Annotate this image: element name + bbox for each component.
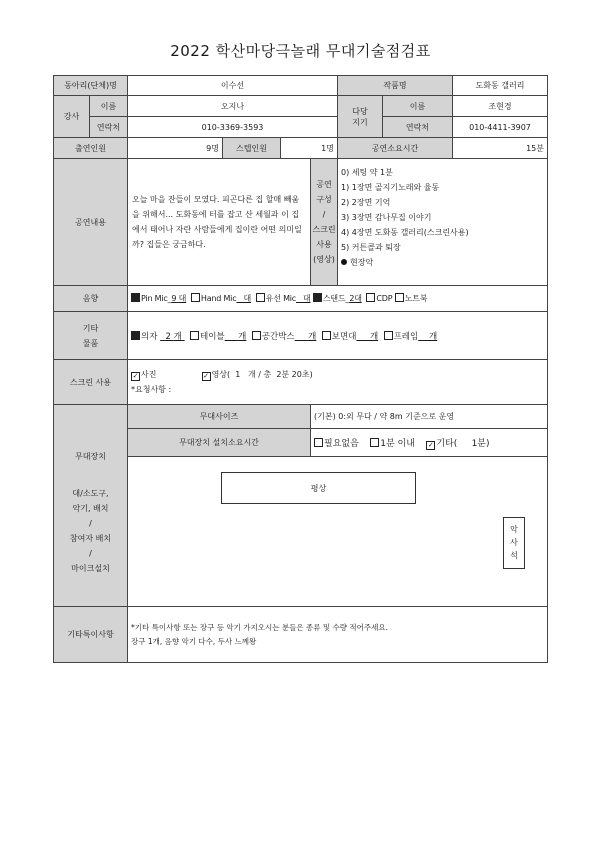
pin-mic-checkbox[interactable] xyxy=(131,293,140,302)
manager-contact: 010-4411-3907 xyxy=(453,117,548,138)
stage-sub-label: 마이크설치 xyxy=(71,564,110,573)
manager-label-line2: 지기 xyxy=(352,117,368,127)
structure-item: 3) 3장면 감나무집 이야기 xyxy=(341,213,432,222)
cast-row xyxy=(54,138,548,159)
notes-line2: 장구 1개, 음향 악기 다수, 두사 느꼐왕 xyxy=(131,636,257,646)
screen-request: *요청사항 : xyxy=(131,385,172,394)
stand-count: 2대 xyxy=(349,294,362,303)
stage-label-cell xyxy=(54,405,128,607)
stage-diagram-row xyxy=(54,457,548,607)
stage-sub-label: / xyxy=(89,519,92,528)
pin-mic-label: Pin Mic xyxy=(141,294,168,303)
wired-mic-checkbox[interactable] xyxy=(256,293,265,302)
stage-install-options xyxy=(311,429,548,457)
stage-install-label: 무대장치 설치소요시간 xyxy=(128,429,311,457)
structure-label-3: / xyxy=(322,210,326,219)
sound-row xyxy=(54,286,548,312)
work-value: 도화동 갤러리 xyxy=(453,76,548,96)
laptop-label: 노트북 xyxy=(404,294,428,303)
structure-list xyxy=(338,159,548,286)
podium-label: 보면대 xyxy=(331,331,357,342)
wired-mic-count xyxy=(296,294,311,303)
frame-checkbox[interactable] xyxy=(384,331,393,340)
video-length: 2분 20초) xyxy=(276,370,313,379)
screen-options xyxy=(128,360,548,405)
props-options xyxy=(128,312,548,360)
content-label: 공연내용 xyxy=(54,159,128,286)
frame-count xyxy=(418,332,437,342)
space-box-label: 공간박스 xyxy=(261,331,295,342)
hand-mic-unit: 대 xyxy=(243,294,251,303)
frame-label: 프레임 xyxy=(393,331,419,342)
sound-label: 음향 xyxy=(54,286,128,312)
stage-diagram-cell xyxy=(128,457,548,607)
structure-label-1: 공연 xyxy=(316,180,332,189)
install-1min-label: 1분 이내 xyxy=(380,438,415,449)
stage-size-value: (기본) 0:외 무다 / 약 8m 기준으로 운영 xyxy=(311,405,548,429)
structure-label-2: 구성 xyxy=(316,195,332,204)
hand-mic-count xyxy=(236,294,251,303)
table-checkbox[interactable] xyxy=(190,331,199,340)
musician-seat-char: 사 xyxy=(510,538,518,547)
time-value: 15분 xyxy=(453,138,548,159)
stage-size-row xyxy=(54,405,548,429)
staff-count: 1명 xyxy=(281,138,338,159)
manager-contact-label: 연락처 xyxy=(383,117,453,138)
content-row xyxy=(54,159,548,286)
chair-checkbox[interactable] xyxy=(131,331,140,340)
install-other-value: 1분) xyxy=(471,438,490,449)
pin-mic-unit: 대 xyxy=(178,294,187,303)
work-label: 작품명 xyxy=(338,76,453,96)
chair-count xyxy=(160,332,184,342)
live-music-text: 현장악 xyxy=(350,258,374,267)
podium-count xyxy=(356,332,378,342)
time-label: 공연소요시간 xyxy=(338,138,453,159)
chair-count-value: 2 xyxy=(165,331,171,342)
screen-row xyxy=(54,360,548,405)
laptop-checkbox[interactable] xyxy=(395,293,404,302)
cast-label: 출연인원 xyxy=(54,138,128,159)
group-label: 동아리(단체)명 xyxy=(54,76,128,96)
stage-diagram xyxy=(128,457,547,605)
chair-label: 의자 xyxy=(141,331,158,342)
sound-options: Pin Mic_9 대 Hand Mic 대 유선 Mic 대 스탠드_2대 CDP 노트북 xyxy=(128,286,548,312)
hand-mic-checkbox[interactable] xyxy=(191,293,200,302)
structure-item: 5) 커튼콜과 퇴장 xyxy=(341,243,401,252)
instructor-contact-row xyxy=(54,117,548,138)
manager-label xyxy=(338,96,383,138)
structure-label-5: 사용 xyxy=(316,240,332,249)
musician-seat-box xyxy=(503,517,525,569)
props-label-line2: 물품 xyxy=(82,338,99,348)
structure-item: 1) 1장면 골지기노래와 율동 xyxy=(341,183,440,192)
screen-label: 스크린 사용 xyxy=(54,360,128,405)
pin-mic-count xyxy=(171,294,186,303)
space-box-unit: 개 xyxy=(308,331,317,342)
platform-label: 평상 xyxy=(310,483,327,493)
manager-name: 조현경 xyxy=(453,96,548,117)
podium-unit: 개 xyxy=(369,331,379,342)
instructor-name-label: 이름 xyxy=(90,96,128,117)
musician-seat-char: 석 xyxy=(510,551,518,560)
wired-mic-unit: 대 xyxy=(303,294,311,303)
video-checkbox[interactable]: ✓ xyxy=(203,372,209,380)
table-unit: 개 xyxy=(238,331,247,342)
space-box-count xyxy=(295,332,317,342)
props-label-line1: 기타 xyxy=(82,323,99,333)
install-none-label: 필요없음 xyxy=(324,438,359,449)
stage-sub-label: 대/소도구, xyxy=(72,489,109,498)
cast-count: 9명 xyxy=(128,138,223,159)
instructor-name: 오지나 xyxy=(128,96,338,117)
table-count xyxy=(225,332,247,342)
content-text-cell xyxy=(128,159,311,286)
instructor-name-row xyxy=(54,96,548,117)
frame-unit: 개 xyxy=(429,331,438,342)
manager-name-label: 이름 xyxy=(383,96,453,117)
cdp-label: CDP xyxy=(376,294,393,303)
stand-checkbox[interactable] xyxy=(313,293,322,302)
table-label: 테이블 xyxy=(200,331,225,342)
notes-line1: *기타 특이사항 또는 장구 등 악기 가지오시는 분들은 종류 및 수량 적어주세요. xyxy=(131,622,388,632)
notes-label: 기타특이사항 xyxy=(54,607,128,663)
stage-sub-label: / xyxy=(89,549,92,558)
install-1min-checkbox[interactable] xyxy=(370,438,379,447)
props-row xyxy=(54,312,548,360)
install-other-label: 기타( xyxy=(436,438,458,449)
video-count: 1 xyxy=(235,370,241,379)
platform-box xyxy=(221,472,416,504)
inspection-form-table xyxy=(53,75,548,663)
group-value: 이수선 xyxy=(128,76,338,96)
stage-sub-labels xyxy=(57,486,124,576)
stage-size-label: 무대사이즈 xyxy=(128,405,311,429)
notes-cell xyxy=(128,607,548,663)
form-title: 2022 학산마당극놀래 무대기술점검표 xyxy=(170,42,431,60)
bullet-icon xyxy=(341,259,347,265)
video-label: 영상( xyxy=(211,370,231,379)
instructor-label: 강사 xyxy=(54,96,90,138)
photo-checkbox[interactable]: ✓ xyxy=(132,372,139,380)
wired-mic-label: 유선 Mic xyxy=(265,294,296,303)
live-music-item xyxy=(341,255,544,270)
manager-label-line1: 다당 xyxy=(352,106,368,116)
staff-label: 스텝인원 xyxy=(223,138,281,159)
podium-checkbox[interactable] xyxy=(322,331,331,340)
video-unit: 개 / 총 xyxy=(247,370,272,379)
structure-item: 4) 4장면 도화동 갤러리(스크린사용) xyxy=(341,228,469,237)
notes-row xyxy=(54,607,548,663)
stage-sub-label: 참여자 배치 xyxy=(69,534,112,543)
cdp-checkbox[interactable] xyxy=(366,293,375,302)
props-label xyxy=(54,312,128,360)
structure-label xyxy=(311,159,338,286)
instructor-contact-label: 연락처 xyxy=(90,117,128,138)
stand-label: 스탠드 xyxy=(322,294,346,303)
install-none-checkbox[interactable] xyxy=(314,438,323,447)
structure-item: 2) 2장면 기억 xyxy=(341,198,391,207)
content-text: 오늘 마을 잔들이 모였다. 피곤다른 집 할매 빼움을 위해서... 도화동에 터를 잡고 산 세월과 이 집에서 태어나 자란 사람들에게 집이란 어떤 의미일까? 집들은 궁금하다. xyxy=(132,195,302,249)
stage-install-row xyxy=(54,429,548,457)
structure-item: 0) 세팅 약 1분 xyxy=(341,168,393,177)
instructor-contact: 010-3369-3593 xyxy=(128,117,338,138)
pin-mic-count-value: 9 xyxy=(171,294,177,303)
stage-label: 무대장치 xyxy=(75,452,106,461)
space-box-checkbox[interactable] xyxy=(252,331,261,340)
stage-sub-label: 악기, 배치 xyxy=(72,504,109,513)
chair-unit: 개 xyxy=(173,331,182,342)
group-row xyxy=(54,76,548,96)
install-other-checkbox[interactable]: ✓ xyxy=(427,440,434,449)
structure-label-6: (영상) xyxy=(313,255,335,264)
screen-line1 xyxy=(131,367,544,382)
structure-label-4: 스크린 xyxy=(312,225,336,234)
musician-seat-char: 악 xyxy=(510,525,518,534)
hand-mic-label: Hand Mic xyxy=(200,294,237,303)
photo-label: 사진 xyxy=(141,370,157,379)
